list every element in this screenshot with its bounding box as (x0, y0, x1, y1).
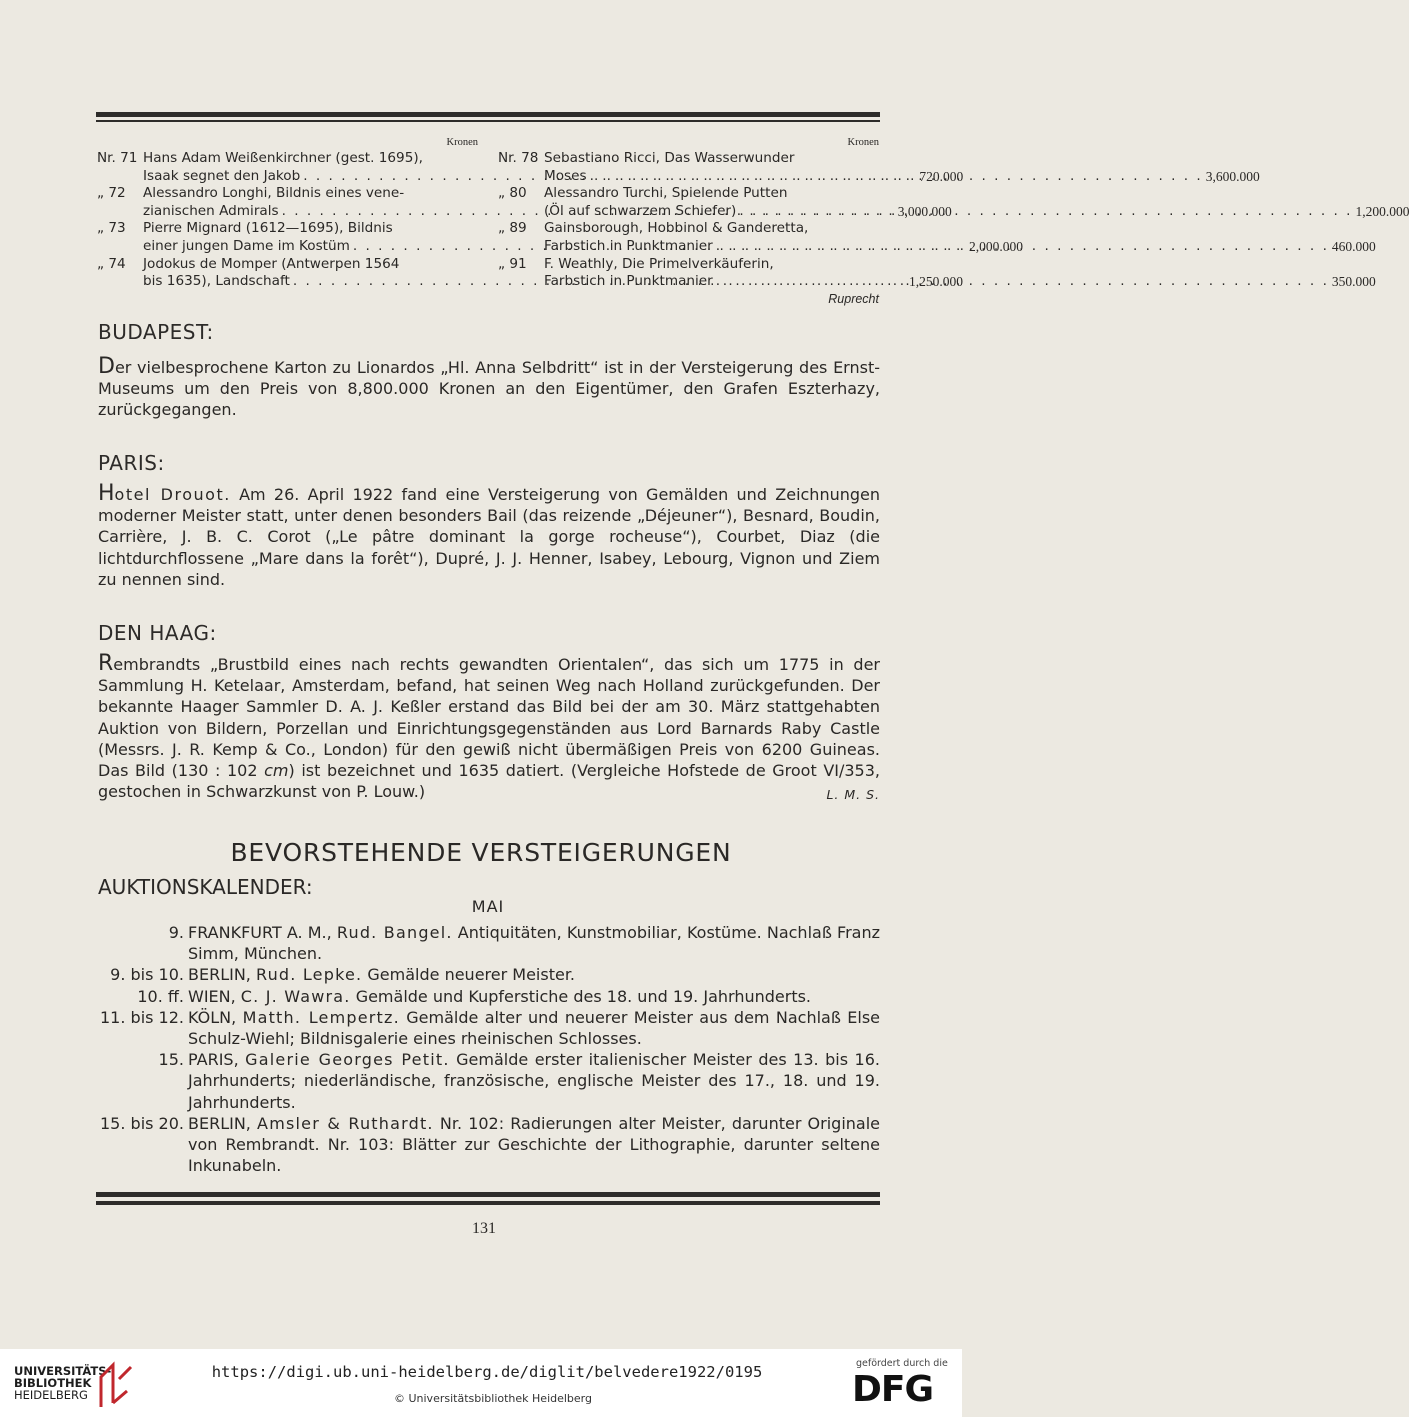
calendar-text (188, 986, 880, 1007)
top-rule-thick (96, 112, 880, 117)
paragraph-paris (98, 483, 880, 590)
lot-line (544, 203, 1409, 221)
month-label: MAI (471, 897, 505, 916)
currency-label: Kronen (847, 137, 879, 148)
calendar-city: WIEN, (188, 986, 236, 1006)
permalink-url[interactable]: https://digi.ub.uni-heidelberg.de/diglit/belvedere1922/0195 (211, 1363, 763, 1381)
paragraph-text: Am 26. April 1922 fand eine Versteigerung von Gemälden und Zeichnungen moderner Meister statt, unter denen besonders Bail (das reizende „Déjeuner“), Besnard, Boudin, Carrière, J. B. C. Corot („Le pâtre dominant la gorge rocheuse“), Courbet, Diaz (die lichtdurchflossene „Mare dans la forêt“), Dupré, J. J. Henner, Isabey, Lebourg, Vignon und Ziem zu nennen sind. (98, 485, 881, 589)
calendar-entry (96, 964, 880, 985)
lot-text: Alessandro Longhi, Bildnis eines vene- (143, 185, 405, 202)
lot-number: „ 74 (97, 255, 126, 272)
calendar-date: 9. bis 10. (110, 965, 184, 985)
lot-price: 3,000.000 (897, 203, 952, 219)
auction-house: Galerie Georges Petit. (245, 1050, 450, 1070)
viewer-footer (0, 1349, 962, 1417)
lot-text: einer jungen Dame im Kostüm (143, 237, 350, 254)
calendar-text (188, 922, 880, 964)
lot-price: 3,600.000 (1205, 168, 1260, 184)
lot-line (544, 220, 1376, 238)
section-title: BEVORSTEHENDE VERSTEIGERUNGEN (230, 838, 732, 867)
dot-leader (716, 238, 1329, 256)
calendar-city: KÖLN, (188, 1007, 237, 1027)
lot-price: 2,000.000 (969, 238, 1024, 254)
lot-line (544, 185, 1409, 203)
lot-text: Gainsborough, Hobbinol & Ganderetta, (544, 220, 809, 237)
paragraph-text-end: ) ist bezeichnet und 1635 datiert. (Vergleiche Hofstede de Groot VI/353, gestochen in Schwarzkunst von P. Louw.) (98, 761, 880, 802)
lot-number: „ 72 (97, 185, 126, 202)
lot-line (544, 238, 1376, 256)
initial-letter: R (98, 651, 114, 676)
lot-text: Hans Adam Weißenkirchner (gest. 1695), (143, 150, 423, 166)
paragraph-text: er vielbesprochene Karton zu Lionardos „Hl. Anna Selbdritt“ ist in der Versteigerung des Ernst-Museums um den Preis von 8,800.000 Kronen an den Eigentümer, den Grafen Eszterhazy, zurückgegangen. (98, 358, 880, 420)
lot-line (544, 168, 1260, 186)
calendar-city: BERLIN, (188, 965, 251, 985)
lot-text: Moses (544, 167, 587, 184)
auction-calendar (96, 922, 880, 1176)
calendar-entry (96, 1049, 880, 1113)
auction-house: Rud. Bangel. (336, 923, 453, 942)
currency-label: Kronen (446, 137, 478, 148)
lot-price: 1,250.000 (909, 274, 964, 290)
auction-house: Rud. Lepke. (255, 965, 363, 985)
lot-text: Alessandro Turchi, Spielende Putten (544, 185, 788, 202)
top-rule-thin (96, 120, 880, 122)
paragraph-den-haag (98, 653, 880, 805)
library-name-line: BIBLIOTHEK (14, 1376, 92, 1390)
lot-text: Sebastiano Ricci, Das Wasserwunder (544, 150, 795, 166)
calendar-text (188, 1007, 880, 1049)
lot-text: (Öl auf schwarzem Schiefer) (544, 202, 737, 219)
lot-text: Jodokus de Momper (Antwerpen 1564 (143, 255, 400, 272)
lot-line (544, 150, 1260, 168)
calendar-entry (96, 922, 880, 964)
calendar-date: 11. bis 12. (100, 1007, 184, 1027)
lot-text: bis 1635), Landschaft (143, 273, 290, 290)
calendar-city: FRANKFURT A. M., (188, 923, 332, 942)
calendar-text (188, 1113, 880, 1177)
lot-text: F. Weathly, Die Primelverkäuferin, (544, 255, 774, 272)
lot-description (544, 256, 1376, 291)
calendar-entry (96, 986, 880, 1007)
lot-text: Pierre Mignard (1612—1695), Bildnis (143, 220, 393, 237)
calendar-entry (96, 1007, 880, 1049)
lot-number: „ 73 (97, 220, 126, 237)
author-signature: L. M. S. (826, 787, 880, 803)
bottom-rule-thin (96, 1201, 880, 1205)
section-heading-budapest: BUDAPEST: (98, 320, 214, 344)
calendar-text (188, 964, 880, 985)
lot-price: 720.000 (919, 168, 964, 184)
lot-price: 460.000 (1331, 238, 1376, 254)
section-heading-den-haag: DEN HAAG: (98, 621, 217, 645)
author-signature: Ruprecht (828, 291, 879, 306)
paragraph-text: embrandts „Brustbild eines nach rechts gewandten Orientalen“, das sich um 1775 in der Sammlung H. Ketelaar, Amsterdam, befand, hat seinen Weg nach Holland zurückgefunden. Der bekannte Haager Sammler D. A. J. Keßler erstand das Bild bei der am 30. März stattgehabten Auktion von Bildern, Porzellan und Einrichtungsgegenständen aus Lord Barnards Raby Castle (Messrs. J. R. Kemp & Co., London) für den gewiß nicht übermäßigen Preis von 6200 Guineas. Das Bild (130 : 102 (98, 655, 880, 781)
unit-text: cm (264, 761, 289, 781)
auction-house: Amsler & Ruthardt. (257, 1113, 434, 1133)
lot-text: Farbstich in Punktmanier (544, 273, 713, 290)
lot-number: Nr. 78 (498, 150, 539, 166)
dot-leader (739, 203, 1352, 221)
calendar-description: Antiquitäten, Kunstmobiliar, Kostüme. Nachlaß Franz Simm, München. (188, 923, 880, 964)
lot-text: zianischen Admirals (143, 202, 279, 219)
copyright-notice: © Universitätsbibliothek Heidelberg (393, 1392, 592, 1405)
initial-letter: H (98, 481, 115, 506)
lot-number: „ 91 (498, 255, 527, 272)
calendar-entry (96, 1113, 880, 1177)
dfg-logo: DFG (852, 1369, 934, 1410)
calendar-description: Gemälde alter und neuerer Meister aus dem Nachlaß Else Schulz-Wiehl; Bildnisgalerie eines rheinischen Schlosses. (188, 1007, 881, 1049)
calendar-description: Gemälde neuerer Meister. (367, 965, 576, 985)
lot-line (544, 273, 1376, 291)
dot-leader (590, 168, 1203, 186)
calendar-date: 15. bis 20. (100, 1113, 184, 1133)
funding-label: gefördert durch die (856, 1358, 948, 1369)
section-heading-paris: PARIS: (98, 451, 165, 475)
calendar-description: Gemälde erster italienischer Meister des 13. bis 16. Jahrhunderts; niederländische, französische, englische Meister des 17., 18. und 19. Jahrhunderts. (188, 1050, 880, 1112)
lot-text: Isaak segnet den Jakob (143, 167, 301, 184)
calendar-city: BERLIN, (188, 1113, 251, 1133)
calendar-date: 9. (168, 923, 184, 942)
lot-number: Nr. 71 (97, 150, 138, 166)
calendar-text (188, 1049, 880, 1113)
lot-description (544, 185, 1409, 220)
calendar-description: Gemälde und Kupferstiche des 18. und 19. Jahrhunderts. (355, 986, 812, 1006)
auction-house: C. J. Wawra. (240, 986, 351, 1006)
paragraph-budapest (98, 356, 880, 421)
lot-description (544, 220, 1376, 255)
initial-letter: D (98, 354, 115, 379)
lot-text: Farbstich in Punktmanier (544, 237, 713, 254)
calendar-description: Nr. 102: Radierungen alter Meister, darunter Originale von Rembrandt. Nr. 103: Blätter zur Geschichte der Lithographie, darunter seltene Inkunabeln. (188, 1113, 881, 1176)
dot-leader (716, 273, 1329, 291)
calendar-city: PARIS, (188, 1050, 239, 1070)
calendar-date: 15. (158, 1050, 184, 1070)
lot-price: 350.000 (1331, 274, 1376, 290)
library-name-line: UNIVERSITÄTS- (14, 1364, 112, 1378)
lot-line (544, 256, 1376, 274)
auction-house: Matth. Lempertz. (242, 1007, 400, 1027)
venue-name: otel Drouot. (114, 485, 231, 504)
lot-number: „ 89 (498, 220, 527, 237)
lot-price: 1,200.000 (1355, 203, 1409, 219)
library-name-line: HEIDELBERG (14, 1388, 88, 1402)
lot-description (544, 150, 1260, 185)
lot-number: „ 80 (498, 185, 527, 202)
calendar-date: 10. ff. (137, 986, 184, 1006)
page-number: 131 (472, 1220, 496, 1237)
calendar-heading: AUKTIONSKALENDER: (98, 875, 313, 899)
bottom-rule-thick (96, 1192, 880, 1197)
